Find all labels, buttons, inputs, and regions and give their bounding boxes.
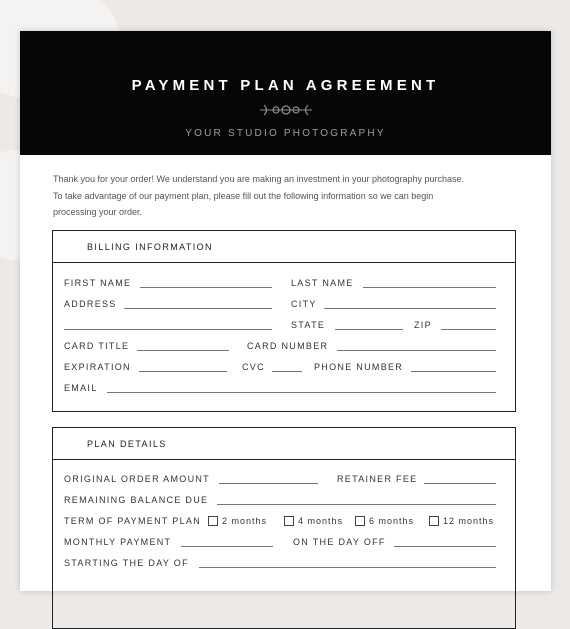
address-field[interactable] bbox=[124, 308, 272, 309]
remaining-balance-due-field[interactable] bbox=[217, 504, 496, 505]
original-order-amount-label: ORIGINAL ORDER AMOUNT bbox=[64, 474, 210, 484]
term-4-months-checkbox[interactable] bbox=[284, 516, 294, 526]
billing-information-section bbox=[52, 230, 516, 412]
email-field[interactable] bbox=[107, 392, 496, 393]
intro-text bbox=[53, 171, 523, 221]
on-the-day-of-label: ON THE DAY OFF bbox=[293, 537, 386, 547]
term-6-months-checkbox[interactable] bbox=[355, 516, 365, 526]
term-12-months-checkbox[interactable] bbox=[429, 516, 439, 526]
state-label: STATE bbox=[291, 320, 326, 330]
cvc-field[interactable] bbox=[272, 371, 302, 372]
term-2-months-checkbox[interactable] bbox=[208, 516, 218, 526]
zip-label: ZIP bbox=[414, 320, 432, 330]
last-name-label: LAST NAME bbox=[291, 278, 354, 288]
agreement-form bbox=[20, 31, 551, 591]
starting-the-day-of-field[interactable] bbox=[199, 567, 496, 568]
retainer-fee-field[interactable] bbox=[424, 483, 496, 484]
term-option-label: 4 months bbox=[298, 516, 344, 526]
phone-number-field[interactable] bbox=[411, 371, 496, 372]
address-label: ADDRESS bbox=[64, 299, 117, 309]
intro-line: Thank you for your order! We understand you are making an investment in your photography purchase. bbox=[53, 174, 465, 184]
plan-heading: PLAN DETAILS bbox=[53, 428, 515, 460]
state-field[interactable] bbox=[335, 329, 403, 330]
last-name-field[interactable] bbox=[363, 287, 496, 288]
monthly-payment-label: MONTHLY PAYMENT bbox=[64, 537, 172, 547]
card-title-label: CARD TITLE bbox=[64, 341, 130, 351]
term-option-label: 2 months bbox=[222, 516, 268, 526]
retainer-fee-label: RETAINER FEE bbox=[337, 474, 418, 484]
term-of-payment-plan-label: TERM OF PAYMENT PLAN bbox=[64, 516, 202, 526]
first-name-label: FIRST NAME bbox=[64, 278, 132, 288]
studio-name: YOUR STUDIO PHOTOGRAPHY bbox=[185, 128, 386, 139]
term-option-label: 6 months bbox=[369, 516, 415, 526]
city-field[interactable] bbox=[324, 308, 496, 309]
cvc-label: CVC bbox=[242, 362, 265, 372]
intro-line: To take advantage of our payment plan, please fill out the following information so we can begin bbox=[53, 190, 434, 201]
card-number-label: CARD NUMBER bbox=[247, 341, 329, 351]
form-title: PAYMENT PLAN AGREEMENT bbox=[131, 77, 440, 94]
card-title-field[interactable] bbox=[137, 350, 229, 351]
starting-the-day-of-label: STARTING THE DAY OF bbox=[64, 558, 189, 568]
form-header bbox=[20, 31, 551, 155]
address-line-2-field[interactable] bbox=[64, 329, 272, 330]
card-number-field[interactable] bbox=[337, 350, 496, 351]
billing-heading: BILLING INFORMATION bbox=[53, 231, 515, 263]
expiration-label: EXPIRATION bbox=[64, 362, 131, 372]
intro-line: processing your order. bbox=[53, 207, 143, 217]
phone-number-label: PHONE NUMBER bbox=[314, 362, 404, 372]
monthly-payment-field[interactable] bbox=[181, 546, 273, 547]
first-name-field[interactable] bbox=[140, 287, 272, 288]
term-option-label: 12 months bbox=[443, 516, 495, 526]
original-order-amount-field[interactable] bbox=[219, 483, 318, 484]
plan-details-section bbox=[52, 427, 516, 629]
expiration-field[interactable] bbox=[139, 371, 227, 372]
city-label: CITY bbox=[291, 299, 317, 309]
email-label: EMAIL bbox=[64, 383, 98, 393]
zip-field[interactable] bbox=[441, 329, 496, 330]
on-the-day-of-field[interactable] bbox=[394, 546, 496, 547]
remaining-balance-due-label: REMAINING BALANCE DUE bbox=[64, 495, 209, 505]
flourish-ornament-icon bbox=[258, 101, 314, 119]
